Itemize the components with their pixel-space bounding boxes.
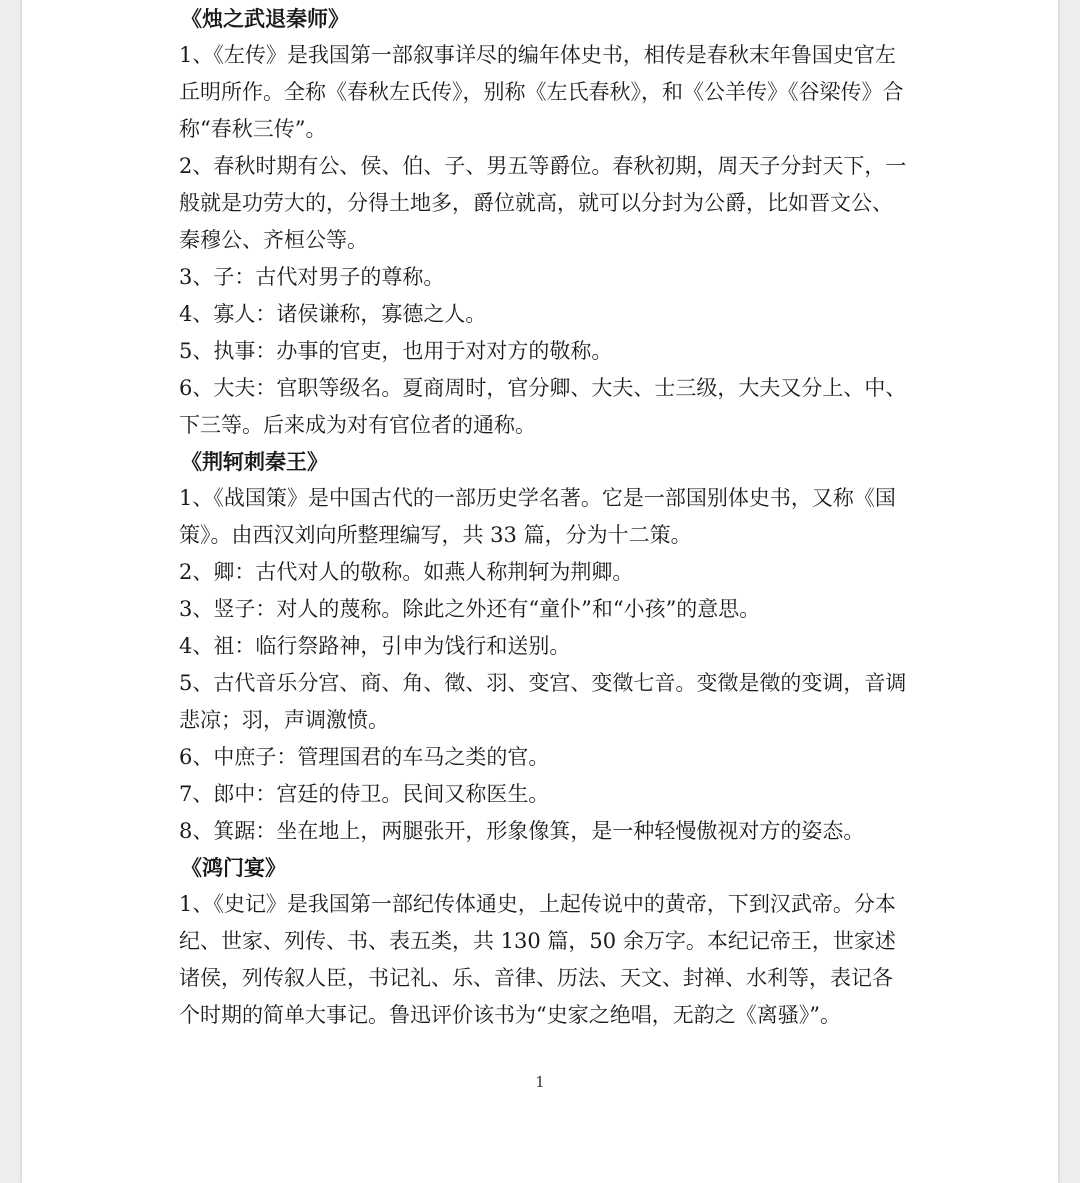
list-item: 1、《战国策》是中国古代的一部历史学名著。它是一部国别体史书，又称《国策》。由西汉刘向所整理编写，共 33 篇，分为十二策。 [179, 486, 896, 547]
page-number: 1 [535, 1073, 545, 1091]
list-item: 4、祖：临行祭路神，引申为饯行和送别。 [179, 634, 571, 658]
list-item: 7、郎中：宫廷的侍卫。民间又称医生。 [179, 782, 550, 806]
document-page [22, 0, 1058, 1183]
list-item: 1、《左传》是我国第一部叙事详尽的编年体史书，相传是春秋末年鲁国史官左丘明所作。全称《春秋左氏传》，别称《左氏春秋》，和《公羊传》《谷梁传》合称“春秋三传”。 [179, 43, 904, 141]
section-title-hongmenyan: 《鸿门宴》 [181, 855, 286, 880]
list-item: 4、寡人：诸侯谦称，寡德之人。 [179, 302, 487, 326]
list-item: 8、箕踞：坐在地上，两腿张开，形象像箕，是一种轻慢傲视对方的姿态。 [179, 819, 865, 843]
list-item: 5、古代音乐分宫、商、角、徵、羽、变宫、变徵七音。变徵是徵的变调，音调悲凉；羽，声调激愤。 [179, 671, 907, 732]
list-item: 1、《史记》是我国第一部纪传体通史，上起传说中的黄帝，下到汉武帝。分本纪、世家、列传、书、表五类，共 130 篇，50 余万字。本纪记帝王，世家述诸侯，列传叙人臣，书记礼、乐、音律、历法、天文、封禅、水利等，表记各个时期的简单大事记。鲁迅评价该书为“史家之绝唱，无韵之《离骚》”。 [179, 892, 896, 1027]
list-item: 5、执事：办事的官吏，也用于对对方的敬称。 [179, 339, 613, 363]
list-item: 3、子：古代对男子的尊称。 [179, 265, 445, 289]
list-item: 2、春秋时期有公、侯、伯、子、男五等爵位。春秋初期，周天子分封天下，一般就是功劳大的，分得土地多，爵位就高，就可以分封为公爵，比如晋文公、秦穆公、齐桓公等。 [179, 154, 907, 252]
section-title-jingke: 《荆轲刺秦王》 [181, 449, 328, 474]
list-item: 6、中庶子：管理国君的车马之类的官。 [179, 745, 550, 769]
list-item: 6、大夫：官职等级名。夏商周时，官分卿、大夫、士三级，大夫又分上、中、下三等。后来成为对有官位者的通称。 [179, 376, 907, 437]
list-item: 2、卿：古代对人的敬称。如燕人称荆轲为荆卿。 [179, 560, 634, 584]
page-content [179, 0, 909, 1034]
section-title-zhuzhiwu: 《烛之武退秦师》 [181, 6, 349, 31]
list-item: 3、竖子：对人的蔑称。除此之外还有“童仆”和“小孩”的意思。 [179, 597, 761, 621]
